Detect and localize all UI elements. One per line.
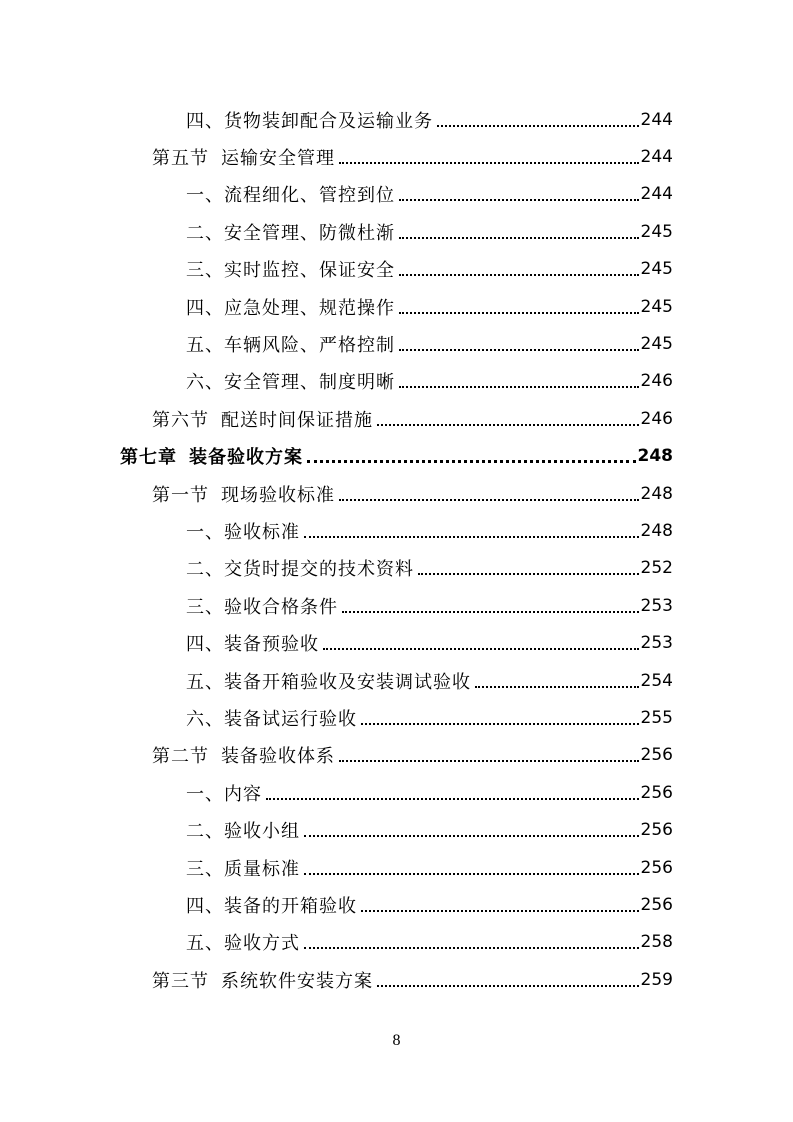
dot-leader (399, 298, 639, 316)
toc-entry-prefix: 二、 (186, 821, 224, 843)
toc-entry-label (152, 406, 373, 432)
toc-entry-item[interactable] (0, 363, 793, 400)
toc-entry-item[interactable] (0, 662, 793, 699)
toc-entry-prefix: 三、 (186, 260, 224, 282)
page-number: 8 (392, 1032, 401, 1049)
toc-entry-item[interactable] (0, 325, 793, 362)
toc-entry-label (152, 967, 373, 993)
toc-entry-prefix: 第一节 (152, 484, 209, 506)
toc-entry-page: 256 (640, 782, 673, 803)
toc-entry-prefix: 二、 (186, 559, 224, 581)
toc-entry-page: 244 (640, 184, 673, 205)
toc-entry-page: 256 (640, 745, 673, 766)
toc-entry-page: 253 (640, 595, 673, 616)
toc-entry-title: 应急处理、规范操作 (224, 297, 395, 319)
toc-entry-title: 配送时间保证措施 (221, 409, 373, 431)
toc-entry-prefix: 一、 (186, 783, 224, 805)
toc-entry-item[interactable] (0, 251, 793, 288)
dot-leader (339, 485, 639, 503)
toc-entry-label (186, 929, 300, 955)
toc-entry-title: 验收合格条件 (224, 596, 338, 618)
toc-entry-title: 装备试运行验收 (224, 708, 357, 730)
toc-entry-prefix: 三、 (186, 858, 224, 880)
toc-entry-prefix: 第七章 (120, 447, 177, 469)
dot-leader (323, 634, 639, 652)
dot-leader (304, 933, 639, 951)
toc-entry-prefix: 二、 (186, 222, 224, 244)
toc-entry-label (186, 256, 395, 282)
dot-leader (307, 447, 636, 465)
toc-entry-item[interactable] (0, 288, 793, 325)
toc-entry-page: 245 (640, 259, 673, 280)
dot-leader (304, 859, 639, 877)
toc-entry-title: 运输安全管理 (221, 148, 335, 170)
toc-entry-page: 245 (640, 221, 673, 242)
toc-entry-section[interactable] (0, 737, 793, 774)
toc-entry-prefix: 第三节 (152, 970, 209, 992)
toc-entry-title: 流程细化、管控到位 (224, 185, 395, 207)
toc-entry-item[interactable] (0, 213, 793, 250)
toc-entry-prefix: 三、 (186, 596, 224, 618)
toc-entry-prefix: 五、 (186, 335, 224, 357)
toc-entry-label (186, 518, 300, 544)
toc-entry-chapter[interactable] (0, 438, 793, 475)
toc-entry-prefix: 一、 (186, 185, 224, 207)
toc-entry-title: 验收方式 (224, 933, 300, 955)
toc-entry-item[interactable] (0, 849, 793, 886)
dot-leader (399, 223, 639, 241)
toc-entry-title: 验收小组 (224, 821, 300, 843)
toc-entry-title: 系统软件安装方案 (221, 970, 373, 992)
toc-entry-page: 246 (640, 371, 673, 392)
toc-entry-label (186, 107, 433, 133)
toc-entry-title: 安全管理、防微杜渐 (224, 222, 395, 244)
toc-entry-page: 254 (640, 670, 673, 691)
toc-entry-item[interactable] (0, 101, 793, 138)
dot-leader (339, 746, 639, 764)
toc-entry-label (186, 555, 414, 581)
toc-entry-page: 259 (640, 969, 673, 990)
dot-leader (339, 148, 639, 166)
toc-entry-label (186, 368, 395, 394)
toc-entry-page: 256 (640, 857, 673, 878)
dot-leader (399, 260, 639, 278)
toc-entry-page: 246 (640, 408, 673, 429)
toc-entry-label (186, 892, 357, 918)
toc-entry-label (120, 443, 303, 469)
toc-entry-prefix: 五、 (186, 671, 224, 693)
toc-entry-page: 253 (640, 633, 673, 654)
toc-entry-label (186, 331, 395, 357)
toc-entry-title: 装备开箱验收及安装调试验收 (224, 671, 471, 693)
dot-leader (399, 335, 639, 353)
dot-leader (361, 896, 639, 914)
toc-entry-item[interactable] (0, 550, 793, 587)
toc-entry-section[interactable] (0, 961, 793, 998)
toc-entry-title: 验收标准 (224, 521, 300, 543)
toc-entry-title: 装备验收方案 (189, 447, 303, 469)
toc-entry-prefix: 四、 (186, 895, 224, 917)
toc-entry-item[interactable] (0, 587, 793, 624)
toc-entry-prefix: 六、 (186, 372, 224, 394)
toc-entry-page: 248 (640, 520, 673, 541)
toc-entry-section[interactable] (0, 138, 793, 175)
toc-entry-label (152, 742, 335, 768)
toc-entry-prefix: 四、 (186, 634, 224, 656)
toc-entry-page: 248 (637, 446, 673, 467)
toc-entry-title: 货物装卸配合及运输业务 (224, 110, 433, 132)
toc-entry-item[interactable] (0, 512, 793, 549)
toc-entry-label (186, 630, 319, 656)
toc-entry-label (186, 780, 262, 806)
toc-entry-prefix: 第六节 (152, 409, 209, 431)
dot-leader (361, 709, 639, 727)
toc-entry-page: 256 (640, 820, 673, 841)
dot-leader (266, 784, 639, 802)
toc-entry-section[interactable] (0, 475, 793, 512)
toc-entry-label (186, 705, 357, 731)
dot-leader (437, 111, 639, 129)
dot-leader (399, 372, 639, 390)
toc-entry-label (152, 144, 335, 170)
toc-entry-page: 258 (640, 932, 673, 953)
toc-entry-title: 交货时提交的技术资料 (224, 559, 414, 581)
toc-entry-page: 252 (640, 558, 673, 579)
toc-entry-title: 车辆风险、严格控制 (224, 335, 395, 357)
toc-entry-page: 244 (640, 147, 673, 168)
toc-entry-title: 装备的开箱验收 (224, 895, 357, 917)
dot-leader (342, 597, 639, 615)
toc-entry-title: 装备预验收 (224, 634, 319, 656)
toc-entry-label (186, 668, 471, 694)
toc-entry-label (186, 817, 300, 843)
dot-leader (304, 522, 639, 540)
toc-entry-label (186, 593, 338, 619)
toc-entry-item[interactable] (0, 699, 793, 736)
toc-entry-prefix: 四、 (186, 297, 224, 319)
toc-entry-label (186, 219, 395, 245)
toc-entry-prefix: 第五节 (152, 148, 209, 170)
toc-entry-prefix: 六、 (186, 708, 224, 730)
toc-entry-page: 245 (640, 334, 673, 355)
dot-leader (377, 971, 639, 989)
dot-leader (304, 821, 639, 839)
table-of-contents (0, 101, 793, 998)
toc-entry-section[interactable] (0, 400, 793, 437)
toc-entry-label (152, 481, 335, 507)
toc-entry-title: 装备验收体系 (221, 746, 335, 768)
dot-leader (377, 410, 639, 428)
toc-entry-item[interactable] (0, 176, 793, 213)
dot-leader (418, 559, 639, 577)
toc-entry-page: 248 (640, 483, 673, 504)
dot-leader (399, 185, 639, 203)
toc-entry-title: 实时监控、保证安全 (224, 260, 395, 282)
toc-entry-prefix: 五、 (186, 933, 224, 955)
toc-entry-label (186, 181, 395, 207)
toc-entry-page: 255 (640, 707, 673, 728)
toc-entry-title: 安全管理、制度明晰 (224, 372, 395, 394)
toc-entry-page: 244 (640, 109, 673, 130)
toc-entry-page: 245 (640, 296, 673, 317)
toc-entry-prefix: 四、 (186, 110, 224, 132)
toc-entry-page: 256 (640, 894, 673, 915)
toc-entry-title: 现场验收标准 (221, 484, 335, 506)
toc-entry-prefix: 一、 (186, 521, 224, 543)
toc-entry-prefix: 第二节 (152, 746, 209, 768)
toc-entry-label (186, 294, 395, 320)
toc-entry-item[interactable] (0, 924, 793, 961)
toc-entry-title: 内容 (224, 783, 262, 805)
toc-entry-label (186, 855, 300, 881)
dot-leader (475, 672, 639, 690)
toc-entry-item[interactable] (0, 886, 793, 923)
toc-entry-item[interactable] (0, 624, 793, 661)
toc-entry-title: 质量标准 (224, 858, 300, 880)
toc-entry-item[interactable] (0, 811, 793, 848)
toc-entry-item[interactable] (0, 774, 793, 811)
